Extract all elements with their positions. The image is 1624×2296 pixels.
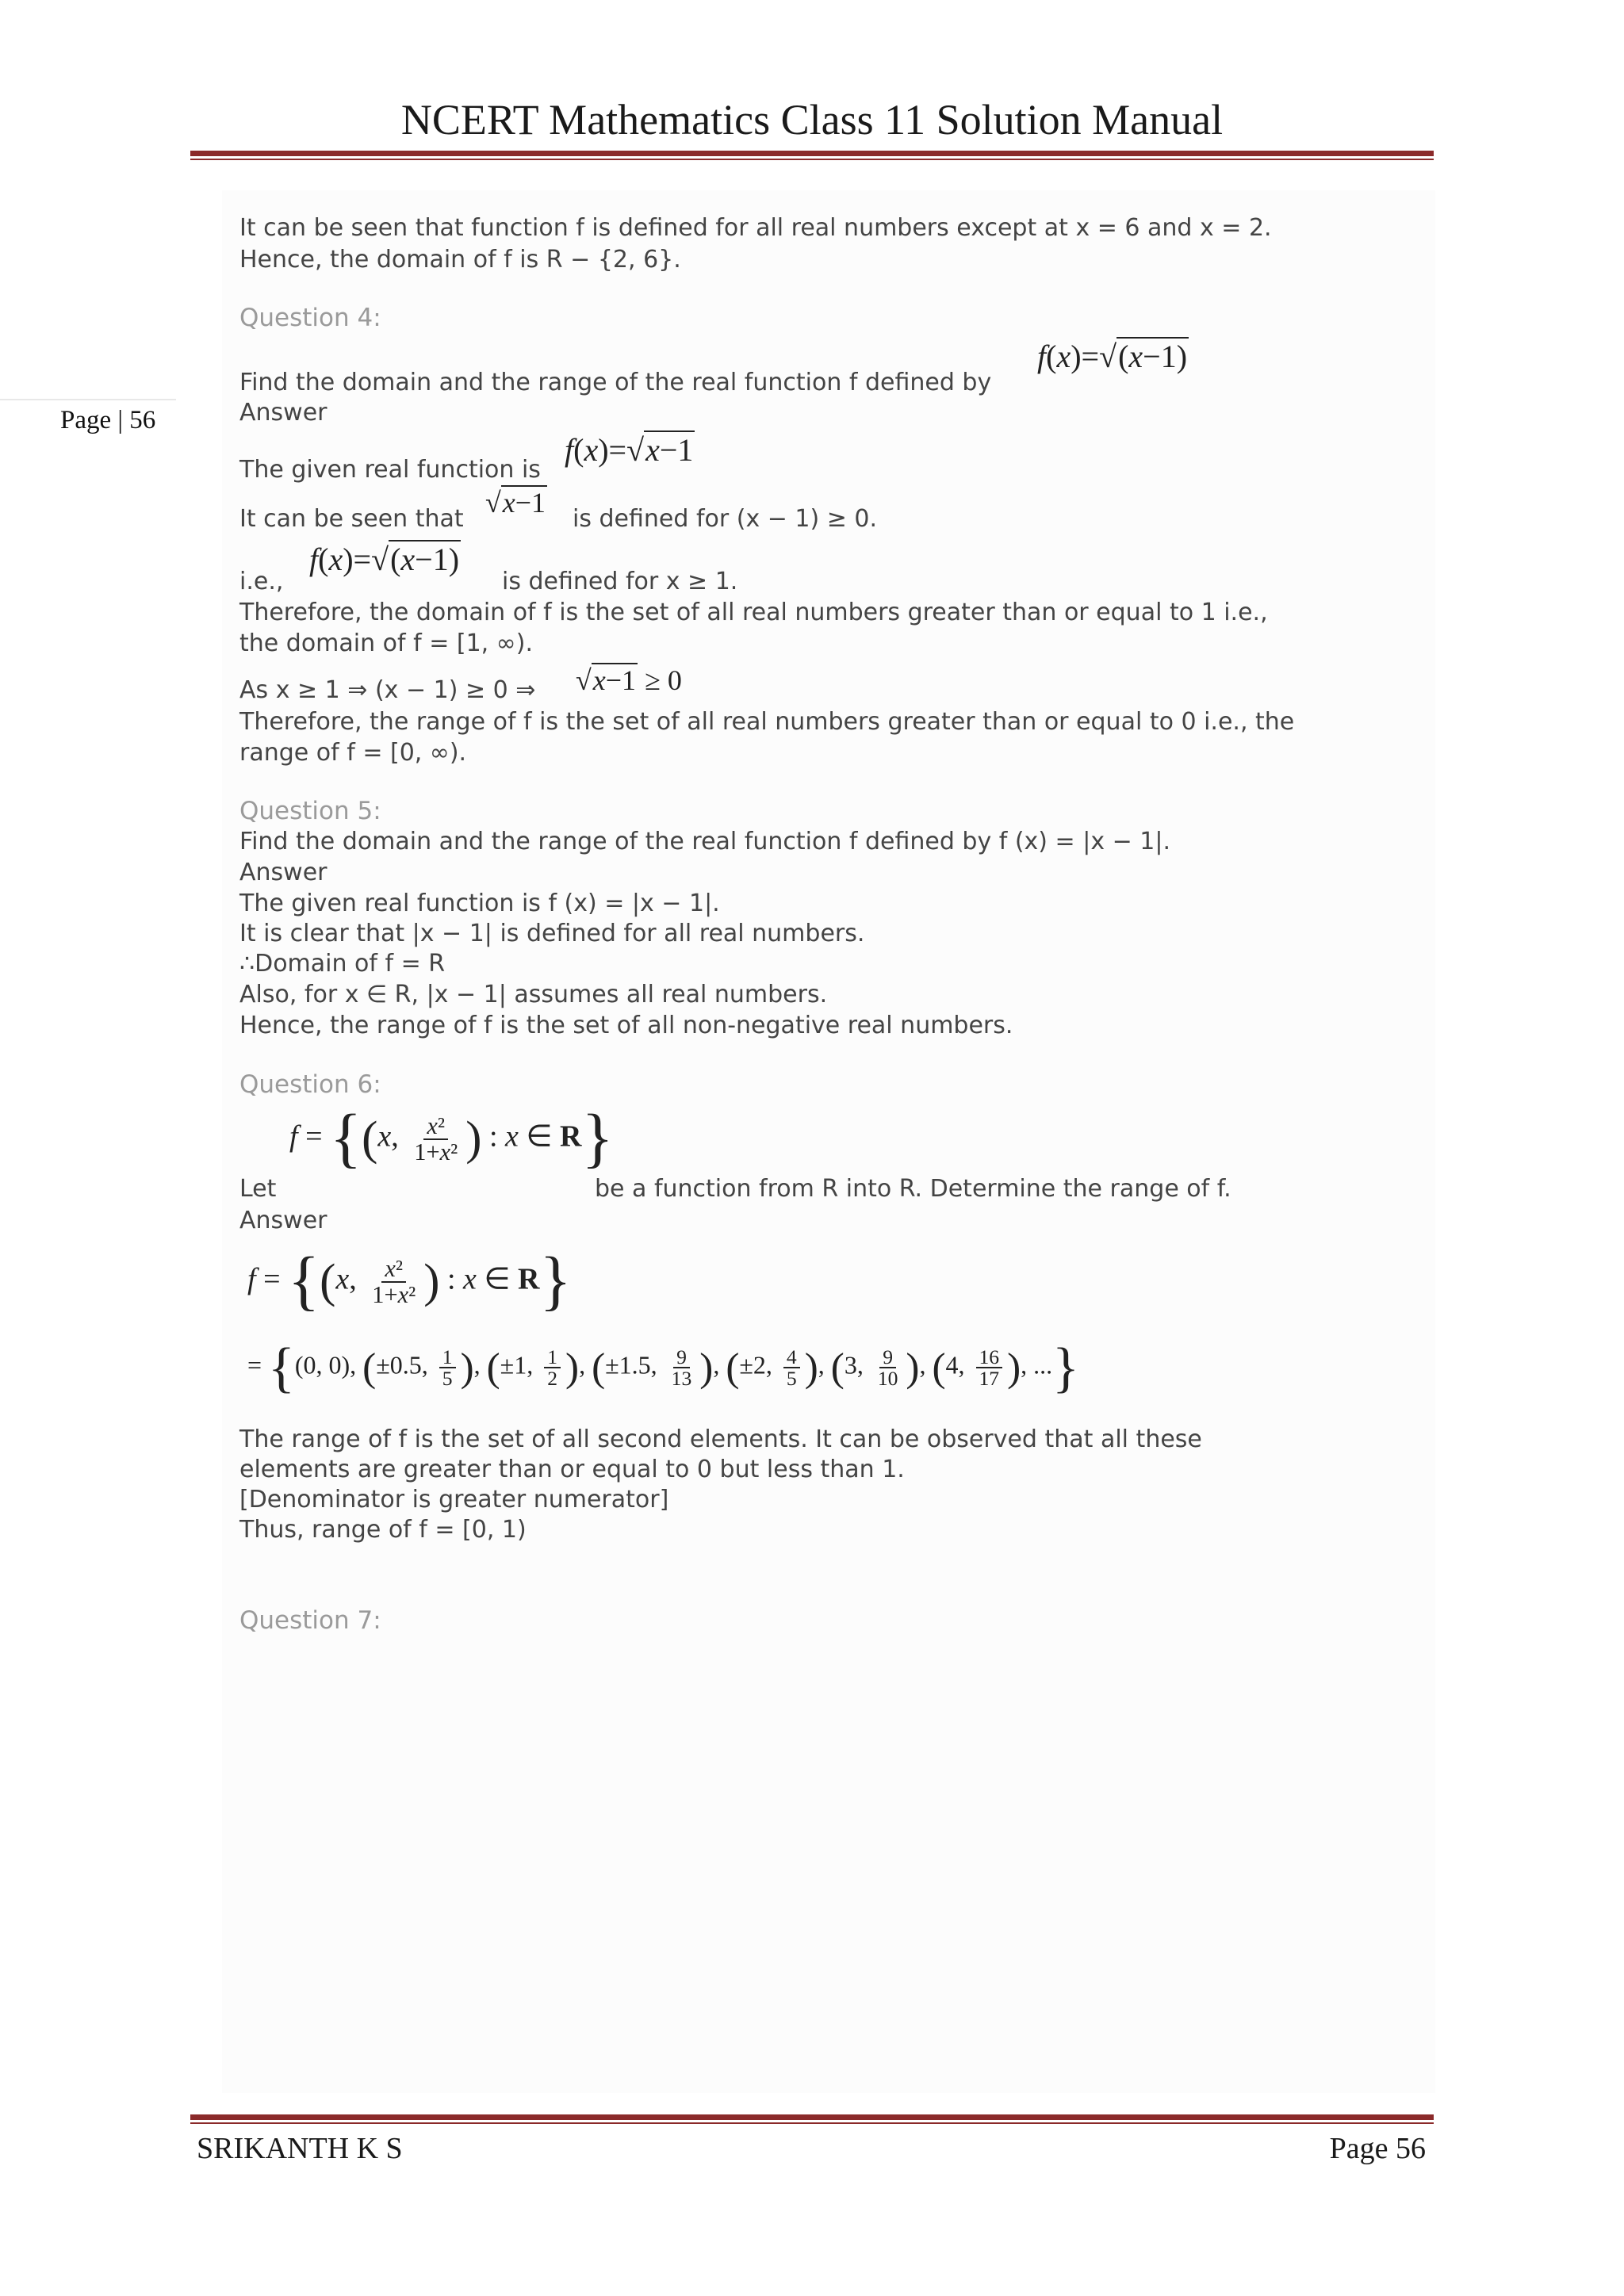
- q6-ordered-pairs: = {(0, 0), (±0.5, $\frac{1}{5}$ ), (±1, $\frac{1}{2}$ ), (±1.5, $\frac{9}{13}$ ), (±2, $\frac{4}{5}$ ), (3, $\frac{9}{10}$ ), (4, $\frac{16}{17}$ ), ...}: [247, 1337, 1079, 1399]
- footer-page-number: Page 56: [1329, 2132, 1426, 2165]
- margin-page-label: Page | 56: [60, 406, 156, 434]
- q6-answer-function-set: f = {(x, $\frac{\text{x²}}{\text{1+x²}}$ ) : x ∈ R}: [247, 1245, 572, 1318]
- header-rule-thin: [190, 159, 1434, 160]
- q6-conclusion: Thus, range of f = [0, 1): [239, 1516, 527, 1544]
- footer-rule: [190, 2114, 1434, 2120]
- q4-sqrt-expression: √x−1: [485, 487, 546, 519]
- q4-ie-text: i.e.,: [239, 568, 284, 595]
- page-header-title: NCERT Mathematics Class 11 Solution Manual: [400, 96, 1224, 144]
- footer-author: SRIKANTH K S: [197, 2132, 403, 2165]
- q6-range-text: The range of f is the set of all second elements. It can be observed that all these: [239, 1425, 1202, 1453]
- q4-domain-text: the domain of f = [1, ∞).: [239, 629, 533, 657]
- q4-given-text: The given real function is: [239, 456, 541, 484]
- question-7-heading: Question 7:: [239, 1606, 381, 1635]
- q4-as-line: As x ≥ 1 ⇒ (x − 1) ≥ 0 ⇒: [239, 676, 536, 704]
- q4-sqrt-inequality: √x−1 ≥ 0: [576, 664, 682, 696]
- margin-divider: [0, 399, 176, 400]
- intro-line: Hence, the domain of f is R − {2, 6}.: [239, 246, 681, 274]
- q5-answer-line: ∴Domain of f = R: [239, 950, 446, 978]
- q6-let-text: Let: [239, 1175, 277, 1203]
- intro-line: It can be seen that function f is defined for all real numbers except at x = 6 and x = 2.: [239, 214, 1272, 242]
- q6-function-set: f = {(x, $\frac{\text{x²}}{\text{1+x²}}$ ) : x ∈ R}: [289, 1102, 614, 1175]
- q4-ie-equation: f(x)=√(x−1): [309, 541, 460, 577]
- q6-prompt: be a function from R into R. Determine the range of f.: [595, 1175, 1231, 1203]
- q5-answer-line: Also, for x ∈ R, |x − 1| assumes all real numbers.: [239, 981, 828, 1008]
- q4-given-equation: f(x)=√x−1: [565, 432, 694, 468]
- q4-domain-text: Therefore, the domain of f is the set of all real numbers greater than or equal to 1 i.e.,: [239, 599, 1268, 626]
- answer-label: Answer: [239, 1207, 327, 1234]
- q5-prompt: Find the domain and the range of the real function f defined by f (x) = |x − 1|.: [239, 828, 1171, 855]
- question-4-heading: Question 4:: [239, 304, 381, 332]
- q4-seen-text: It can be seen that: [239, 505, 464, 533]
- answer-label: Answer: [239, 859, 327, 886]
- answer-label: Answer: [239, 399, 327, 427]
- q6-range-text: elements are greater than or equal to 0 but less than 1.: [239, 1456, 905, 1483]
- question-6-heading: Question 6:: [239, 1070, 381, 1099]
- footer-rule-thin: [190, 2122, 1434, 2124]
- q5-answer-line: Hence, the range of f is the set of all non-negative real numbers.: [239, 1012, 1013, 1039]
- question-5-heading: Question 5:: [239, 797, 381, 825]
- header-rule: [190, 151, 1434, 156]
- q6-note: [Denominator is greater numerator]: [239, 1486, 669, 1513]
- q4-range-text: Therefore, the range of f is the set of all real numbers greater than or equal to 0 i.e., the: [239, 708, 1295, 736]
- q5-answer-line: It is clear that |x − 1| is defined for all real numbers.: [239, 920, 865, 947]
- q5-answer-line: The given real function is f (x) = |x − 1|.: [239, 890, 720, 917]
- q4-defined-for-x: is defined for x ≥ 1.: [502, 568, 738, 595]
- q4-function-equation: f(x)=√(x−1): [1037, 339, 1188, 374]
- q4-range-text: range of f = [0, ∞).: [239, 739, 467, 767]
- q4-defined-condition: is defined for (x − 1) ≥ 0.: [573, 505, 878, 533]
- q4-prompt: Find the domain and the range of the real function f defined by: [239, 369, 992, 396]
